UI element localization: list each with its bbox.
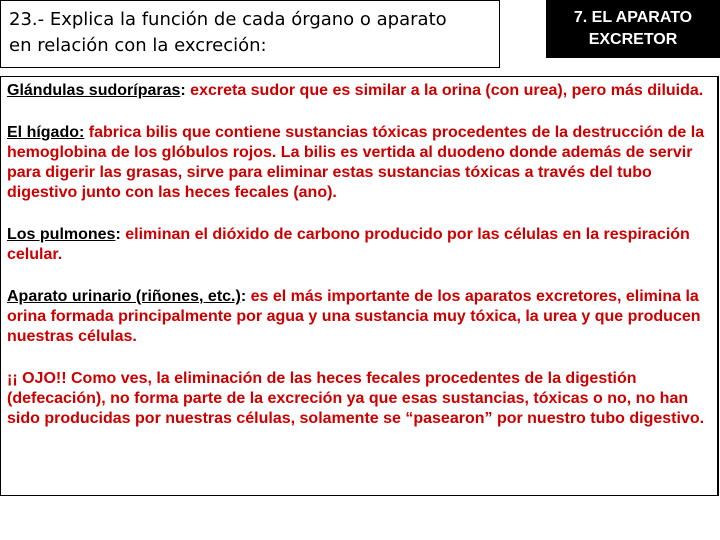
question-title: [0, 0, 500, 68]
description-sweat-glands: excreta sudor que es similar a la orina (con urea), pero más diluida.: [185, 82, 704, 99]
badge-line-2: EXCRETOR: [588, 31, 678, 48]
description-liver: fabrica bilis que contiene sustancias tóxicas procedentes de la destrucción de la hemoglobina de los glóbulos rojos. La bilis es vertida al duodeno donde además de servir para digerir las grasas, sirve para eliminar estas sustancias tóxicas a través del tubo digestivo junto con las heces fecales (ano).: [7, 124, 705, 201]
term-urinary-system: Aparato urinario (riñones, etc.): [7, 288, 241, 305]
separator: :: [240, 288, 247, 305]
paragraph-sweat-glands: [7, 81, 711, 101]
description-lungs: eliminan el dióxido de carbono producido por las células en la respiración celular.: [7, 226, 690, 263]
title-line-2: en relación con la excreción:: [9, 35, 267, 56]
badge-line-1: 7. EL APARATO: [573, 9, 693, 26]
term-lungs: Los pulmones: [7, 226, 116, 243]
paragraph-liver: [7, 123, 711, 203]
answer-content: [0, 76, 719, 496]
separator: :: [180, 82, 186, 99]
separator: :: [115, 226, 121, 243]
term-sweat-glands: Glándulas sudoríparas: [7, 82, 181, 99]
term-liver: El hígado:: [7, 124, 85, 141]
paragraph-lungs: [7, 225, 711, 265]
topic-badge: [546, 0, 720, 58]
description-urinary-system: es el más importante de los aparatos excretores, elimina la orina formada principalmente por agua y una sustancia muy tóxica, la urea y que producen nuestras células.: [7, 288, 701, 345]
title-line-1: 23.- Explica la función de cada órgano o aparato: [9, 9, 447, 30]
paragraph-urinary-system: [7, 287, 711, 347]
note-paragraph: ¡¡ OJO!! Como ves, la eliminación de las heces fecales procedentes de la digestión (defecación), no forma parte de la excreción ya que esas sustancias, tóxicas o no, no han sido producidas por nuestras células, solamente se “pasearon” por nuestro tubo digestivo.: [7, 370, 705, 427]
